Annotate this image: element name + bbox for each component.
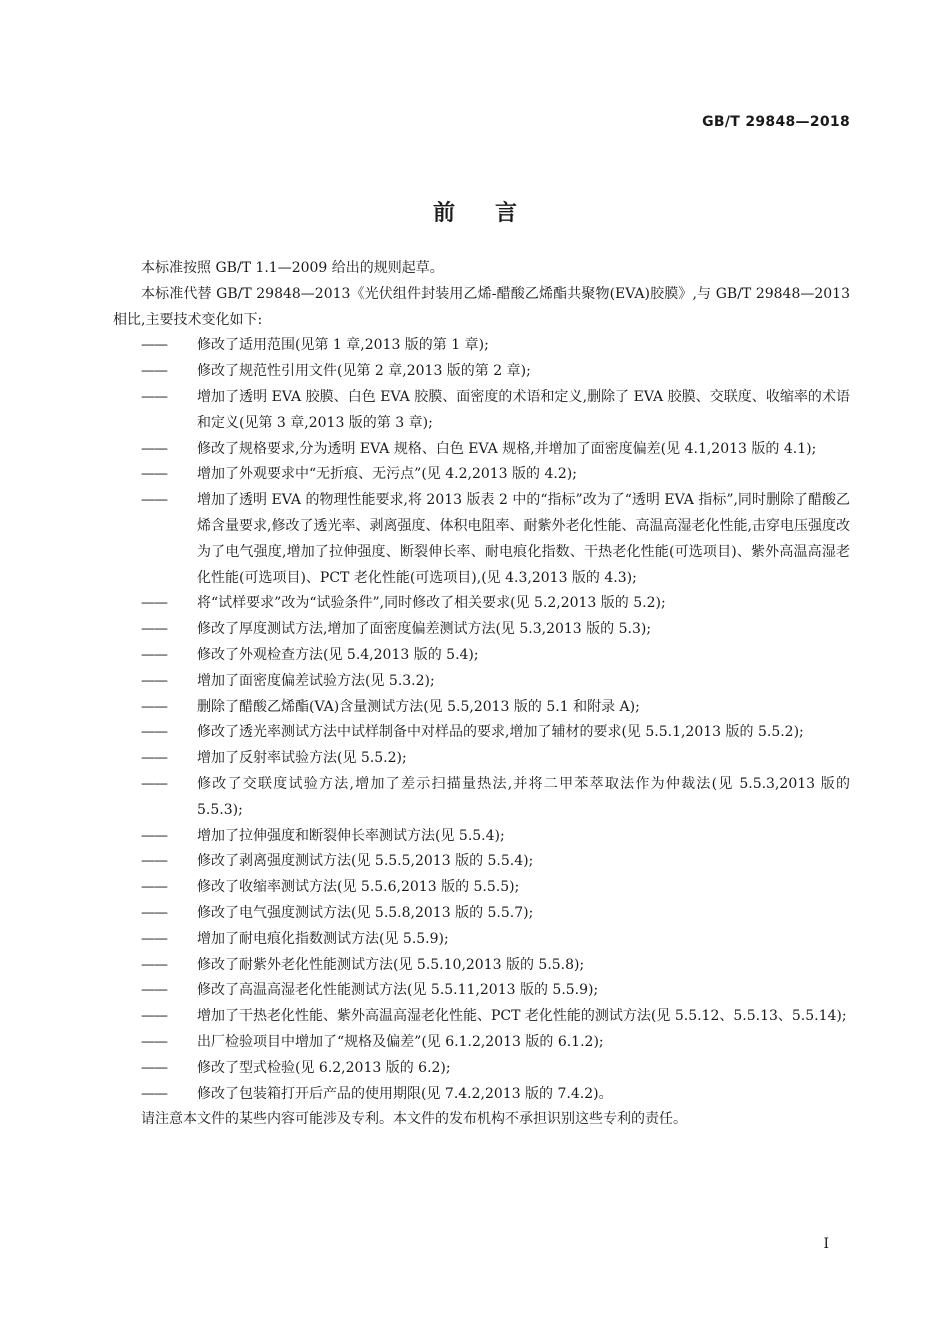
change-item-text: 出厂检验项目中增加了“规格及偏差”(见 6.1.2,2013 版的 6.1.2); bbox=[197, 1033, 604, 1050]
change-item bbox=[113, 849, 850, 875]
change-item bbox=[113, 901, 850, 927]
change-item-text: 修改了包装箱打开后产品的使用期限(见 7.4.2,2013 版的 7.4.2)。 bbox=[197, 1085, 613, 1102]
change-item bbox=[113, 617, 850, 643]
standard-code: GB/T 29848—2018 bbox=[702, 114, 850, 130]
change-item-text: 修改了厚度测试方法,增加了面密度偏差测试方法(见 5.3,2013 版的 5.3); bbox=[197, 621, 652, 638]
change-item-text: 修改了规范性引用文件(见第 2 章,2013 版的第 2 章); bbox=[197, 363, 531, 380]
change-item bbox=[113, 488, 850, 591]
dash-marker: —— bbox=[141, 363, 167, 380]
dash-marker: —— bbox=[141, 775, 167, 792]
dash-marker: —— bbox=[141, 388, 167, 405]
change-item-text: 将“试样要求”改为“试验条件”,同时修改了相关要求(见 5.2,2013 版的 5.2); bbox=[197, 595, 666, 612]
dash-marker: —— bbox=[141, 621, 167, 638]
dash-marker: —— bbox=[141, 853, 167, 870]
dash-marker: —— bbox=[141, 904, 167, 921]
patent-notice: 请注意本文件的某些内容可能涉及专利。本文件的发布机构不承担识别这些专利的责任。 bbox=[141, 1111, 687, 1128]
change-item-text: 修改了交联度试验方法,增加了差示扫描量热法,并将二甲苯萃取法作为仲裁法(见 5.5.3,2013 版的 5.5.3); bbox=[197, 775, 850, 818]
dash-marker: —— bbox=[141, 879, 167, 896]
change-item-text: 增加了外观要求中“无折痕、无污点”(见 4.2,2013 版的 4.2); bbox=[197, 466, 577, 483]
change-item-text: 增加了反射率试验方法(见 5.5.2); bbox=[197, 750, 407, 767]
change-item-text: 增加了耐电痕化指数测试方法(见 5.5.9); bbox=[197, 930, 449, 947]
change-item-text: 修改了透光率测试方法中试样制备中对样品的要求,增加了辅材的要求(见 5.5.1,2013 版的 5.5.2); bbox=[197, 724, 804, 741]
change-item-text: 修改了规格要求,分为透明 EVA 规格、白色 EVA 规格,并增加了面密度偏差(见 4.1,2013 版的 4.1); bbox=[197, 440, 817, 457]
dash-marker: —— bbox=[141, 827, 167, 844]
change-item-text: 删除了醋酸乙烯酯(VA)含量测试方法(见 5.5,2013 版的 5.1 和附录 A); bbox=[197, 698, 640, 715]
change-item bbox=[113, 824, 850, 850]
change-item-text: 增加了透明 EVA 的物理性能要求,将 2013 版表 2 中的“指标”改为了“透明 EVA 指标”,同时删除了醋酸乙烯含量要求,修改了透光率、剥离强度、体积电阻率、耐紫外老化性能、高温高湿老化性能,击穿电压强度改为了电气强度,增加了拉伸强度、断裂伸长率、耐电痕化指数、干热老化性能(可选项目)、紫外高温高湿老化性能(可选项目)、PCT 老化性能(可选项目),(见 4.3,2013 版的 4.3); bbox=[197, 492, 850, 586]
dash-marker: —— bbox=[141, 466, 167, 483]
change-item bbox=[113, 385, 850, 437]
change-item bbox=[113, 772, 850, 824]
change-item-text: 修改了电气强度测试方法(见 5.5.8,2013 版的 5.5.7); bbox=[197, 904, 534, 921]
change-item-text: 修改了收缩率测试方法(见 5.5.6,2013 版的 5.5.5); bbox=[197, 879, 520, 896]
dash-marker: —— bbox=[141, 724, 167, 741]
intro-paragraph: 本标准按照 GB/T 1.1—2009 给出的规则起草。 bbox=[141, 260, 444, 276]
change-item-text: 增加了干热老化性能、紫外高温高湿老化性能、PCT 老化性能的测试方法(见 5.5.12、5.5.13、5.5.14); bbox=[197, 1008, 847, 1025]
dash-marker: —— bbox=[141, 1033, 167, 1050]
foreword-body bbox=[113, 256, 850, 1133]
change-item bbox=[113, 953, 850, 979]
change-item bbox=[113, 437, 850, 463]
intro-paragraph: 本标准代替 GB/T 29848—2013《光伏组件封装用乙烯-醋酸乙烯酯共聚物(EVA)胶膜》,与 GB/T 29848—2013 相比,主要技术变化如下: bbox=[113, 285, 850, 328]
change-item bbox=[113, 1056, 850, 1082]
dash-marker: —— bbox=[141, 1008, 167, 1025]
dash-marker: —— bbox=[141, 492, 167, 509]
change-item bbox=[113, 1030, 850, 1056]
change-item bbox=[113, 720, 850, 746]
change-item-text: 修改了剥离强度测试方法(见 5.5.5,2013 版的 5.5.4); bbox=[197, 853, 534, 870]
change-item-text: 增加了面密度偏差试验方法(见 5.3.2); bbox=[197, 672, 435, 689]
dash-marker: —— bbox=[141, 595, 167, 612]
change-item-text: 增加了拉伸强度和断裂伸长率测试方法(见 5.5.4); bbox=[197, 827, 505, 844]
change-item-text: 修改了耐紫外老化性能测试方法(见 5.5.10,2013 版的 5.5.8); bbox=[197, 956, 585, 973]
dash-marker: —— bbox=[141, 930, 167, 947]
change-item-text: 修改了外观检查方法(见 5.4,2013 版的 5.4); bbox=[197, 646, 479, 663]
change-item bbox=[113, 927, 850, 953]
dash-marker: —— bbox=[141, 337, 167, 354]
change-item bbox=[113, 978, 850, 1004]
change-item bbox=[113, 591, 850, 617]
page-title: 前言 bbox=[432, 201, 557, 226]
page-number: Ⅰ bbox=[823, 1236, 829, 1252]
dash-marker: —— bbox=[141, 440, 167, 457]
change-item bbox=[113, 695, 850, 721]
change-item bbox=[113, 333, 850, 359]
dash-marker: —— bbox=[141, 956, 167, 973]
change-item bbox=[113, 1004, 850, 1030]
dash-marker: —— bbox=[141, 1059, 167, 1076]
dash-marker: —— bbox=[141, 1085, 167, 1102]
change-item bbox=[113, 359, 850, 385]
change-list bbox=[113, 333, 850, 1107]
dash-marker: —— bbox=[141, 672, 167, 689]
change-item bbox=[113, 746, 850, 772]
dash-marker: —— bbox=[141, 698, 167, 715]
dash-marker: —— bbox=[141, 750, 167, 767]
change-item-text: 增加了透明 EVA 胶膜、白色 EVA 胶膜、面密度的术语和定义,删除了 EVA 胶膜、交联度、收缩率的术语和定义(见第 3 章,2013 版的第 3 章); bbox=[197, 388, 850, 431]
dash-marker: —— bbox=[141, 646, 167, 663]
change-item bbox=[113, 643, 850, 669]
change-item-text: 修改了型式检验(见 6.2,2013 版的 6.2); bbox=[197, 1059, 451, 1076]
change-item-text: 修改了适用范围(见第 1 章,2013 版的第 1 章); bbox=[197, 337, 489, 354]
change-item bbox=[113, 462, 850, 488]
change-item bbox=[113, 875, 850, 901]
change-item-text: 修改了高温高湿老化性能测试方法(见 5.5.11,2013 版的 5.5.9); bbox=[197, 982, 599, 999]
change-item bbox=[113, 1082, 850, 1108]
dash-marker: —— bbox=[141, 982, 167, 999]
change-item bbox=[113, 669, 850, 695]
